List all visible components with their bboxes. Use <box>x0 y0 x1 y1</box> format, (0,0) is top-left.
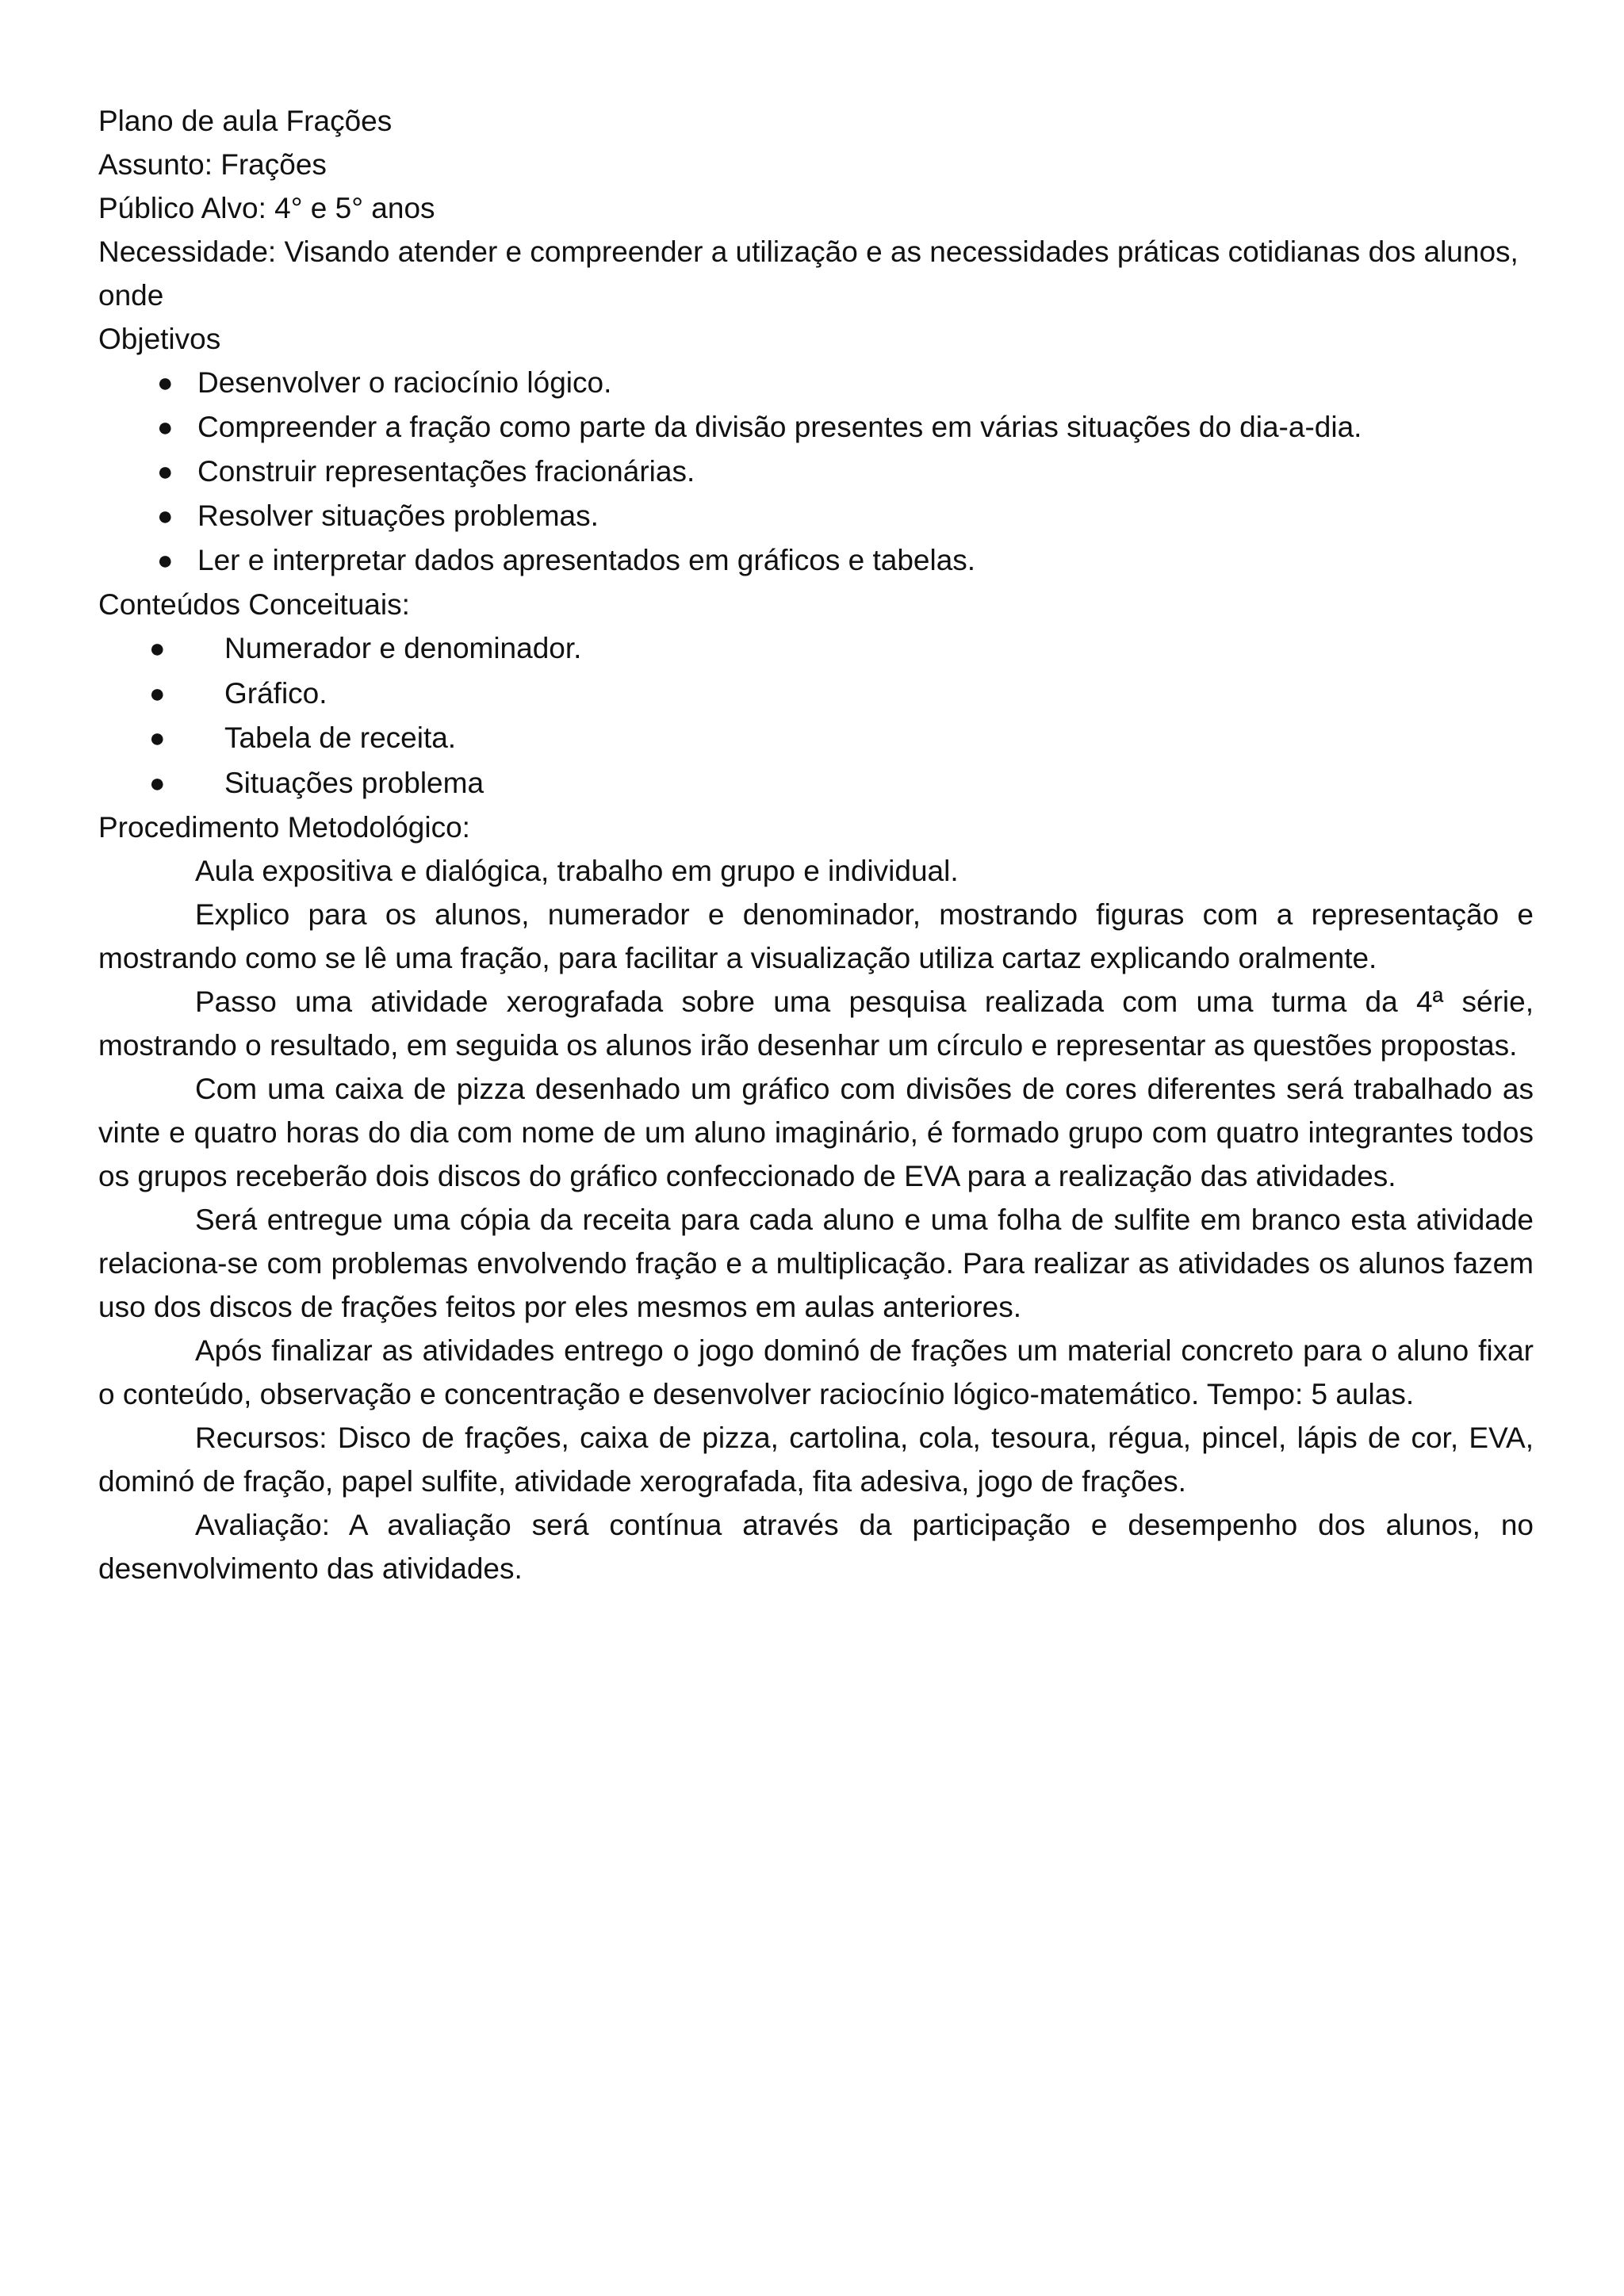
subject-line: Assunto: Frações <box>98 148 327 181</box>
content-text: Numerador e denominador. <box>224 632 582 664</box>
resources-paragraph: Recursos: Disco de frações, caixa de pizza, cartolina, cola, tesoura, régua, pincel, lápis de cor, EVA, dominó de fração, papel sulfite, atividade xerografada, fita adesiva, jogo de frações. <box>98 1422 1534 1498</box>
audience-line: Público Alvo: 4° e 5° anos <box>98 192 435 224</box>
objective-text: Desenvolver o raciocínio lógico. <box>197 366 612 399</box>
list-item <box>98 361 1534 405</box>
list-item <box>98 672 1534 717</box>
list-item <box>98 626 1534 672</box>
objective-text: Compreender a fração como parte da divisão presentes em várias situações do dia-a-dia. <box>197 411 1362 443</box>
bullet-icon: ● <box>149 723 166 753</box>
body-paragraph: Após finalizar as atividades entrego o jogo dominó de frações um material concreto para o aluno fixar o conteúdo, observação e concentração e desenvolver raciocínio lógico-matemático. Tempo: 5 aulas. <box>98 1334 1534 1410</box>
procedure-intro: Aula expositiva e dialógica, trabalho em grupo e individual. <box>195 855 959 887</box>
list-item <box>98 716 1534 761</box>
bullet-icon: ● <box>157 501 174 531</box>
list-item <box>98 450 1534 494</box>
list-item <box>98 405 1534 450</box>
list-item <box>98 494 1534 538</box>
procedure-heading: Procedimento Metodológico: <box>98 811 470 844</box>
bullet-icon: ● <box>157 412 174 442</box>
content-heading: Conteúdos Conceituais: <box>98 588 410 621</box>
objective-text: Ler e interpretar dados apresentados em gráficos e tabelas. <box>197 544 976 576</box>
body-paragraph: Será entregue uma cópia da receita para cada aluno e uma folha de sulfite em branco esta atividade relaciona-se com problemas envolvendo fração e a multiplicação. Para realizar as atividades os alunos fazem uso dos discos de frações feitos por eles mesmos em aulas anteriores. <box>98 1203 1534 1323</box>
objectives-list <box>98 361 1534 583</box>
content-text: Gráfico. <box>224 676 327 710</box>
objective-text: Resolver situações problemas. <box>197 499 599 532</box>
content-text: Tabela de receita. <box>224 721 457 754</box>
body-paragraph: Com uma caixa de pizza desenhado um gráfico com divisões de cores diferentes será trabalhado as vinte e quatro horas do dia com nome de um aluno imaginário, é formado grupo com quatro integrantes todos os grupos receberão dois discos do gráfico confeccionado de EVA para a realização das atividades. <box>98 1073 1534 1192</box>
objective-text: Construir representações fracionárias. <box>197 455 695 488</box>
document-page <box>98 99 1534 1590</box>
objectives-heading: Objetivos <box>98 323 221 355</box>
body-paragraph: Explico para os alunos, numerador e denominador, mostrando figuras com a representação e mostrando como se lê uma fração, para facilitar a visualização utiliza cartaz explicando oralmente. <box>98 898 1534 974</box>
list-item <box>98 761 1534 806</box>
bullet-icon: ● <box>149 767 166 798</box>
contents-list <box>98 626 1534 806</box>
content-text: Situações problema <box>224 766 485 799</box>
list-item <box>98 538 1534 583</box>
body-paragraph: Passo uma atividade xerografada sobre uma pesquisa realizada com uma turma da 4ª série, mostrando o resultado, em seguida os alunos irão desenhar um círculo e representar as questões propostas. <box>98 985 1534 1062</box>
bullet-icon: ● <box>157 545 174 576</box>
bullet-icon: ● <box>157 368 174 398</box>
evaluation-paragraph: Avaliação: A avaliação será contínua através da participação e desempenho dos alunos, no desenvolvimento das atividades. <box>98 1509 1534 1585</box>
bullet-icon: ● <box>149 633 166 664</box>
necessity-paragraph: Necessidade: Visando atender e compreender a utilização e as necessidades práticas cotidianas dos alunos, onde <box>98 235 1519 312</box>
document-title: Plano de aula Frações <box>98 105 393 137</box>
bullet-icon: ● <box>157 457 174 487</box>
bullet-icon: ● <box>149 678 166 709</box>
